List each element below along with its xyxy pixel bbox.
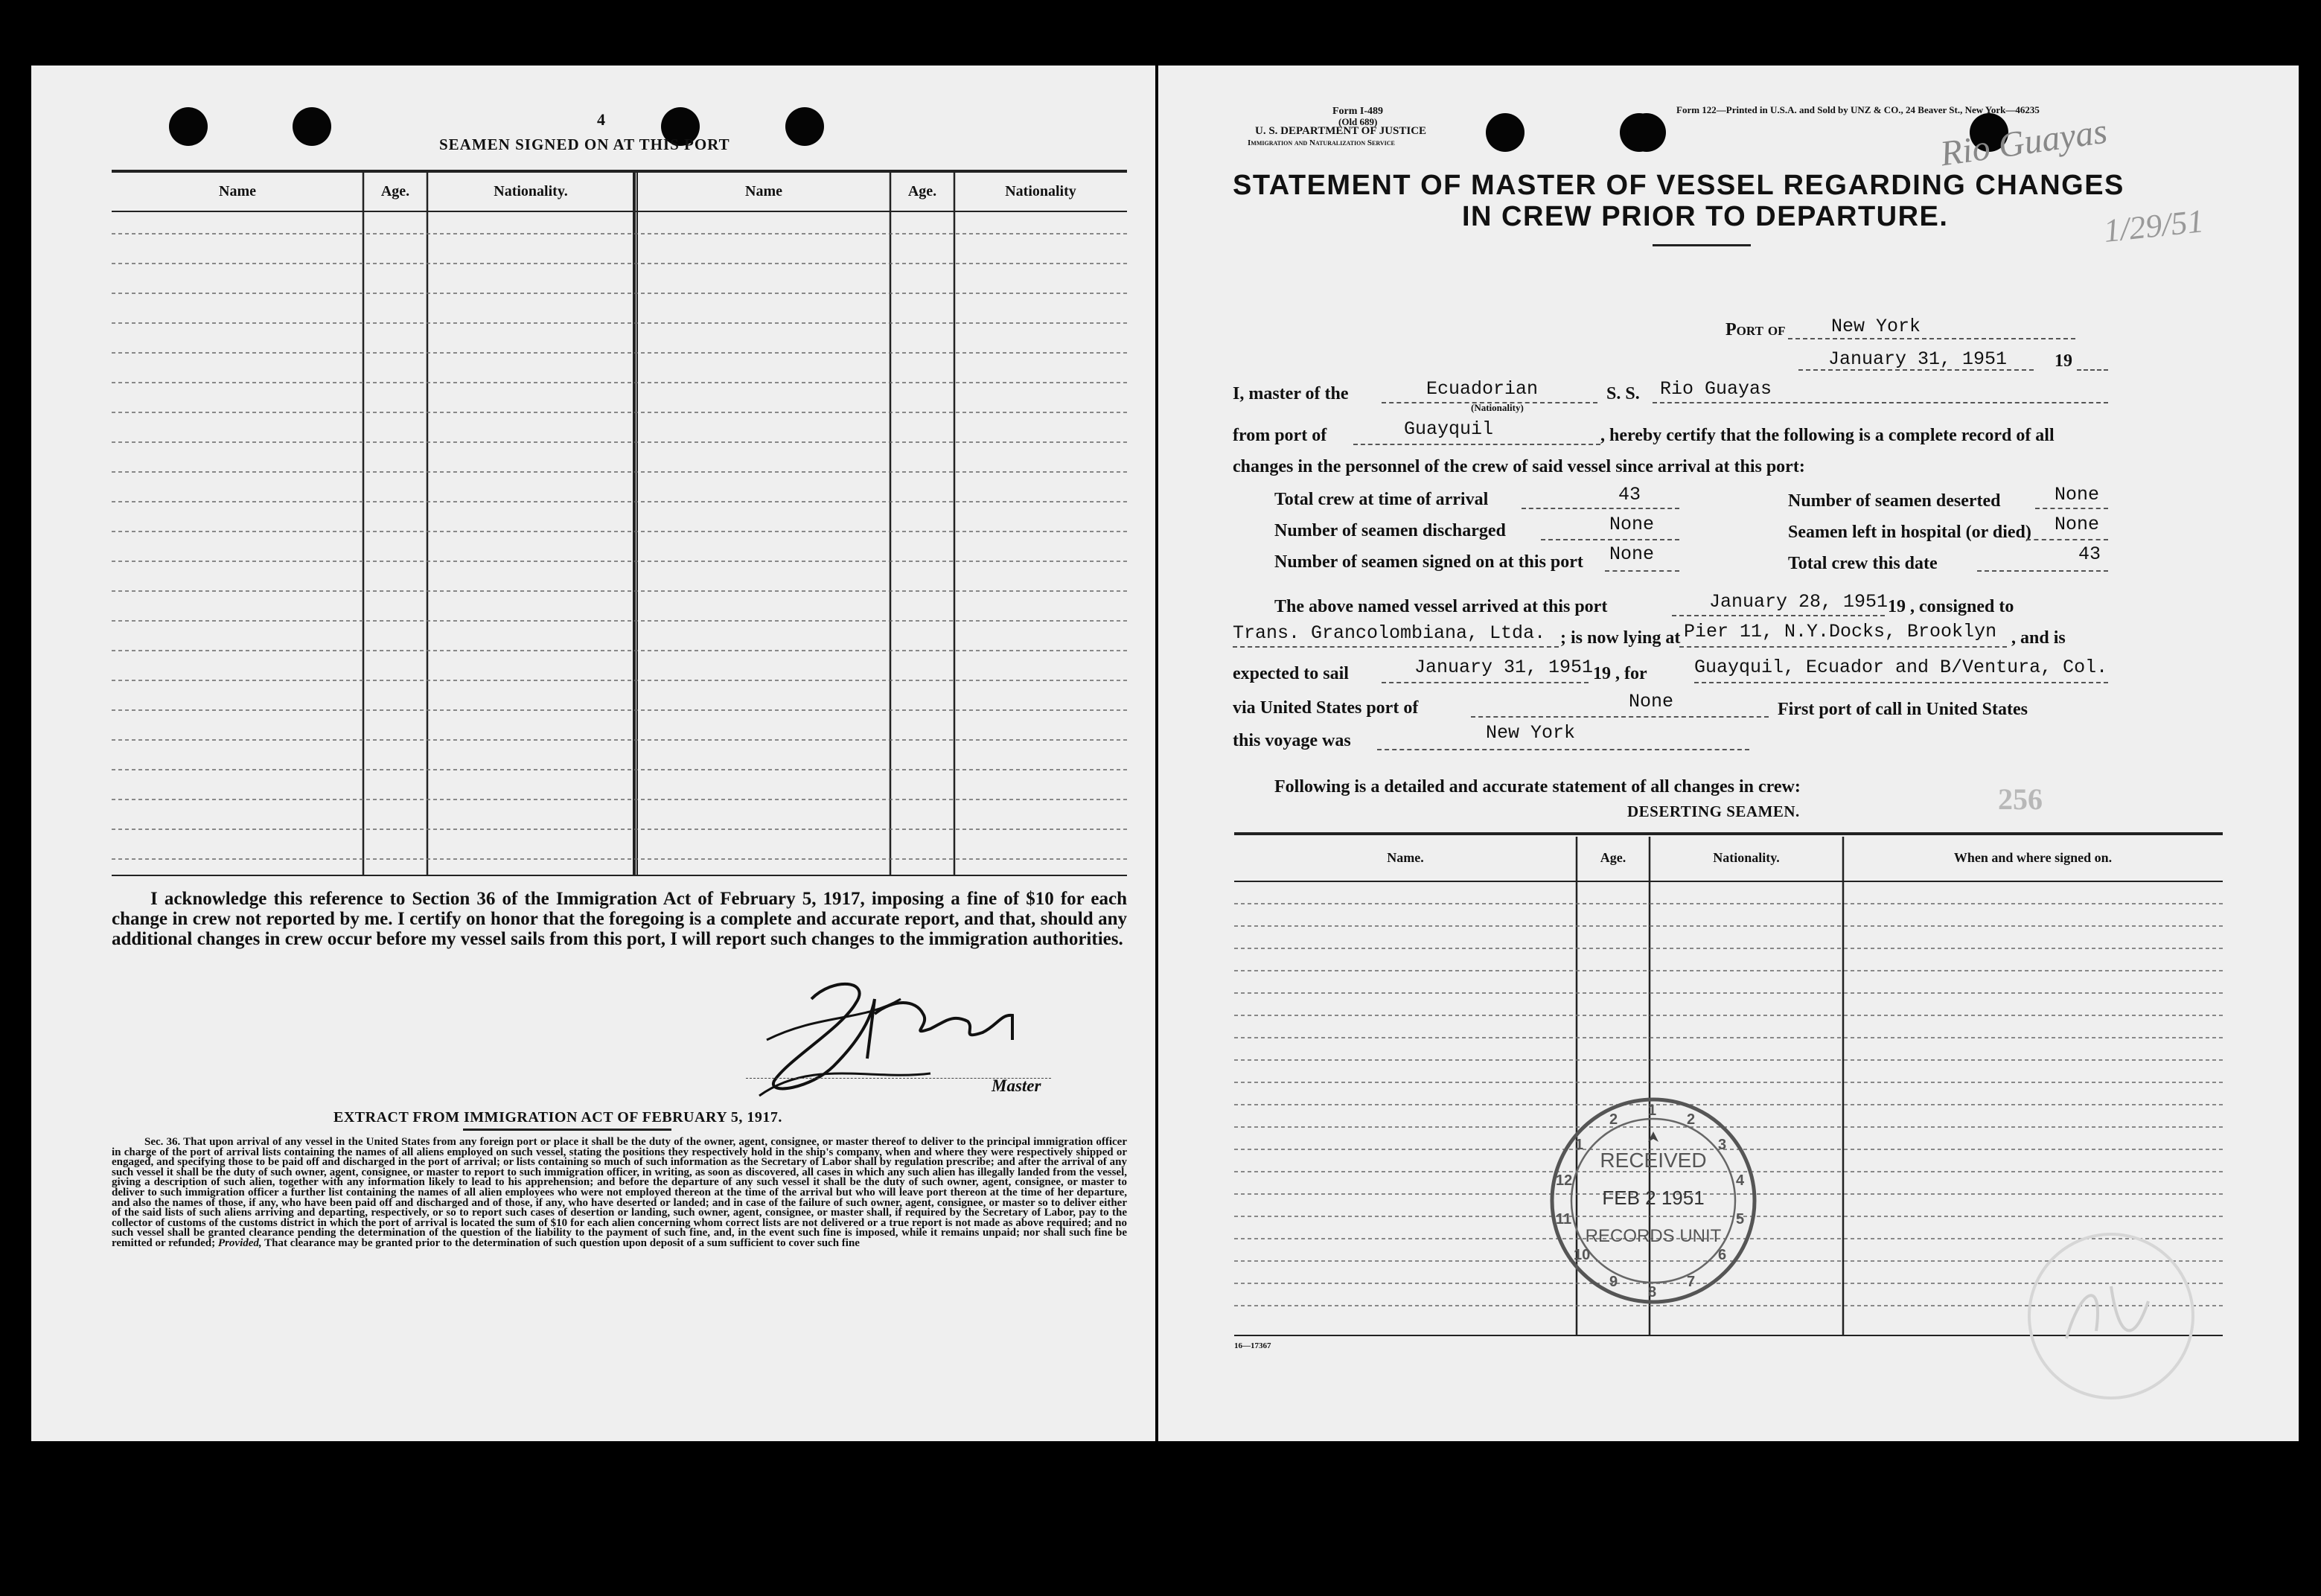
- col-nationality: Nationality.: [1713, 850, 1780, 865]
- printer-line: Form 122—Printed in U.S.A. and Sold by UNZ & CO., 24 Beaver St., New York—46235: [1676, 104, 2040, 115]
- hospital-label: Seamen left in hospital (or died): [1788, 523, 2031, 542]
- voyage-label: this voyage was: [1233, 731, 1351, 750]
- total-crew-date-value: 43: [2078, 543, 2101, 565]
- signature-text: F. Guevara: [744, 969, 748, 970]
- punch-hole: [785, 107, 824, 146]
- arrived-label: The above named vessel arrived at this port: [1274, 597, 1608, 616]
- svg-text:2: 2: [1687, 1111, 1696, 1128]
- handwritten-vessel: Rio Guayas: [1938, 111, 2110, 174]
- svg-text:5: 5: [1736, 1211, 1745, 1228]
- nationality-value: Ecuadorian: [1426, 378, 1539, 400]
- stamp-received: RECEIVED: [1600, 1149, 1707, 1172]
- master-of-label: I, master of the: [1233, 384, 1349, 403]
- date-value: January 31, 1951: [1828, 348, 2008, 370]
- form-old: (Old 689): [1338, 116, 1378, 127]
- vessel-value: Rio Guayas: [1660, 378, 1772, 400]
- port-label: Port of: [1725, 320, 1786, 339]
- extract-title: EXTRACT FROM IMMIGRATION ACT OF FEBRUARY 5, 1917.: [333, 1109, 782, 1126]
- svg-text:4: 4: [1736, 1172, 1745, 1189]
- stamp-date: FEB 2 1951: [1602, 1187, 1705, 1209]
- col-age-1: Age.: [380, 183, 410, 200]
- via-label: via United States port of: [1233, 698, 1419, 718]
- svg-text:10: 10: [1574, 1247, 1591, 1263]
- title-rule: [1653, 244, 1751, 246]
- punch-hole: [169, 107, 208, 146]
- consignee-value: Trans. Grancolombiana, Ltda.: [1233, 622, 1546, 644]
- master-label: Master: [992, 1076, 1041, 1095]
- svg-text:2: 2: [1609, 1111, 1618, 1128]
- col-age-2: Age.: [907, 183, 937, 200]
- deserting-title: DESERTING SEAMEN.: [1627, 802, 1800, 820]
- signed-on-table: [112, 170, 1127, 884]
- extract-rule: [463, 1129, 671, 1131]
- extract-body: [112, 1137, 1127, 1249]
- signed-on-label: Number of seamen signed on at this port: [1274, 552, 1583, 572]
- page-number: 4: [597, 110, 605, 129]
- port-value: New York: [1831, 316, 1921, 337]
- changes-text: changes in the personnel of the crew of said vessel since arrival at this port:: [1233, 457, 1805, 476]
- first-port-label: First port of call in United States: [1778, 700, 2028, 719]
- service: Immigration and Naturalization Service: [1248, 138, 1395, 147]
- extract-provided: Provided,: [217, 1236, 262, 1249]
- arrived-value: January 28, 1951: [1709, 591, 1889, 613]
- col-name-1: Name: [219, 183, 256, 200]
- svg-text:1: 1: [1648, 1102, 1657, 1119]
- col-age: Age.: [1600, 850, 1626, 865]
- extract-end: That clearance may be granted prior to the determination of such question upon deposit of a sum sufficient to cover such fine: [264, 1236, 860, 1249]
- col-nationality-1: Nationality.: [494, 183, 568, 200]
- total-crew-arrival-value: 43: [1618, 484, 1641, 505]
- received-stamp: [1545, 1093, 1761, 1309]
- stamp-unit: RECORDS UNIT: [1585, 1226, 1722, 1246]
- punch-hole: [1486, 113, 1525, 152]
- expected-value: January 31, 1951: [1414, 657, 1594, 678]
- stamped-number: 256: [1998, 782, 2043, 816]
- svg-text:3: 3: [1718, 1137, 1727, 1153]
- col-signed-on: When and where signed on.: [1953, 850, 2113, 865]
- svg-text:7: 7: [1687, 1274, 1696, 1290]
- footer-code: 16—17367: [1234, 1341, 1271, 1350]
- svg-text:9: 9: [1609, 1274, 1618, 1290]
- discharged-label: Number of seamen discharged: [1274, 521, 1506, 540]
- punch-hole: [1627, 113, 1666, 152]
- svg-text:12: 12: [1556, 1172, 1573, 1189]
- extract-text: That upon arrival of any vessel in the United States from any foreign port or place it shall be the duty of the owner, agent, consignee, or master thereof to deliver to the principal immigration officer in charge of the port of arrival lists containing the names of all aliens employed on such vessel, stating the positions they respectively hold in the ship's company, when and where they were respectively shipped or engaged, and specifying those to be paid off and discharged in the port of arrival; or lists containing so much of such information as the Secretary of Labor shall by regulation prescribe; and after the arrival of any such vessel it shall be the duty of such owner, agent, consignee, or master to report to such immigration officer, in writing, as soon as discovered, all cases in which any such alien has illegally landed from the vessel, giving a description of such alien, together with any information likely to lead to his apprehension; and before the departure of any such vessel it shall be the duty of such owner, agent, consignee, or master to deliver to such immigration officer a further list containing the names of all alien employees who were not employed thereon at the time of the arrival but who will leave port thereon at the time of her departure, and also the names of those, if any, who have been paid off and discharged and of those, if any, who have deserted or landed; and in case of the failure of such owner, agent, consignee, or master so to deliver either of the said lists of such aliens arriving and departing, respectively, or so to report such cases of desertion or landing, such owner, agent, consignee, or master shall, if required by the Secretary of Labor, pay to the collector of customs of the customs district in which the port of arrival is located the sum of $10 for each alien concerning whom correct lists are not delivered or a true report is not made as above required; and no such vessel shall be granted clearance pending the determination of the question of the liability to the payment of such fine, and, in the event such fine is imposed, while it remains unpaid; nor shall such fine be remitted or refunded;: [112, 1136, 1127, 1249]
- date-suffix: 19: [2055, 351, 2072, 371]
- destination-value: Guayquil, Ecuador and B/Ventura, Col.: [1694, 657, 2108, 678]
- certify-text: , hereby certify that the following is a complete record of all: [1600, 426, 2055, 445]
- consigned-label: 19 , consigned to: [1888, 597, 2014, 616]
- hospital-value: None: [2055, 514, 2100, 535]
- handwritten-date: 1/29/51: [2101, 202, 2206, 249]
- from-port-label: from port of: [1233, 426, 1327, 445]
- expected-label: expected to sail: [1233, 664, 1349, 683]
- and-is: , and is: [2011, 628, 2066, 648]
- deserted-label: Number of seamen deserted: [1788, 491, 2001, 511]
- form-number: Form I-489: [1332, 106, 1384, 117]
- vessel-prefix: S. S.: [1606, 384, 1640, 403]
- signed-on-value: None: [1609, 543, 1655, 565]
- page-title: SEAMEN SIGNED ON AT THIS PORT: [439, 135, 730, 153]
- total-crew-arrival-label: Total crew at time of arrival: [1274, 490, 1489, 509]
- svg-text:11: 11: [1556, 1211, 1572, 1228]
- col-name: Name.: [1387, 850, 1424, 865]
- nationality-caption: (Nationality): [1471, 402, 1524, 413]
- svg-text:1: 1: [1575, 1137, 1584, 1153]
- lying-label: ; is now lying at: [1560, 628, 1681, 648]
- right-page: [1158, 66, 2299, 1441]
- total-crew-date-label: Total crew this date: [1788, 554, 1938, 573]
- form-title-line2: IN CREW PRIOR TO DEPARTURE.: [1462, 201, 1949, 232]
- col-nationality-2: Nationality: [1005, 183, 1076, 200]
- punch-hole: [293, 107, 331, 146]
- left-page: [31, 66, 1155, 1441]
- lying-value: Pier 11, N.Y.Docks, Brooklyn: [1684, 621, 1997, 642]
- acknowledgment-text: I acknowledge this reference to Section 36 of the Immigration Act of February 5, 1917, imposing a fine of $10 for each change in crew not reported by me. I certify on honor that the foregoing is a complete and accurate report, and that, should any additional changes in crew occur before my vessel sails from this port, I will report such changes to the immigration authorities.: [112, 889, 1127, 949]
- svg-text:8: 8: [1648, 1284, 1657, 1300]
- form-title-line1: STATEMENT OF MASTER OF VESSEL REGARDING CHANGES: [1233, 170, 2124, 201]
- for-label: 19 , for: [1593, 664, 1647, 683]
- col-name-2: Name: [745, 183, 782, 200]
- deserted-value: None: [2055, 484, 2100, 505]
- via-value: None: [1629, 691, 1674, 712]
- discharged-value: None: [1609, 514, 1655, 535]
- department: U. S. DEPARTMENT OF JUSTICE: [1255, 125, 1427, 137]
- following-text: Following is a detailed and accurate statement of all changes in crew:: [1274, 777, 1801, 797]
- svg-text:6: 6: [1718, 1247, 1727, 1263]
- extract-sec: Sec. 36.: [144, 1136, 181, 1148]
- from-port-value: Guayquil: [1404, 418, 1494, 440]
- faint-stamp: [2022, 1227, 2200, 1405]
- voyage-value: New York: [1486, 722, 1576, 744]
